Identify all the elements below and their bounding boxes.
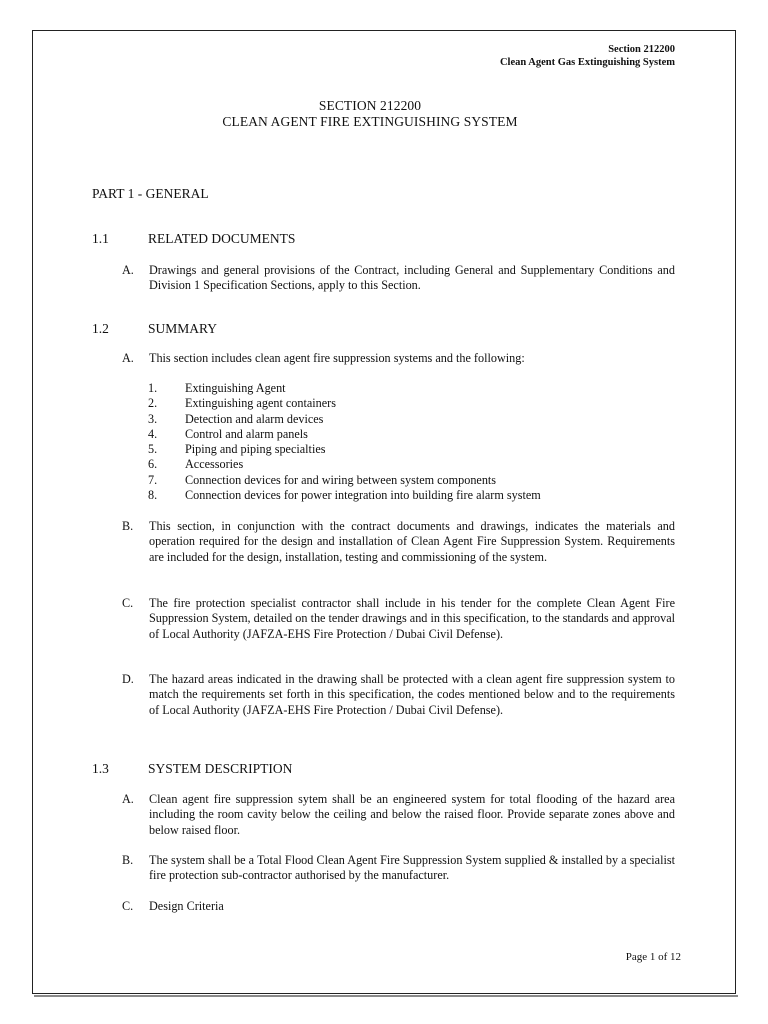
- list-item-number: 7.: [148, 472, 158, 487]
- para-text: This section includes clean agent fire suppression systems and the following:: [149, 351, 525, 365]
- list-item: [148, 442, 668, 457]
- para-text: Clean agent fire suppression sytem shall be an engineered system for total flooding of the hazard area including the room cavity below the ceiling and below the raised floor. Provide separate zones above and below raised floor.: [149, 792, 675, 837]
- page-shadow: [34, 995, 738, 997]
- list-item-number: 5.: [148, 442, 158, 457]
- list-item-text: Control and alarm panels: [185, 426, 308, 441]
- para-1-3-c: [122, 899, 675, 914]
- list-item-text: Piping and piping specialties: [185, 442, 326, 457]
- list-item: [148, 457, 668, 472]
- para-letter: C.: [122, 899, 134, 913]
- list-item: [148, 473, 668, 488]
- para-text: The fire protection specialist contractor shall include in his tender for the complete Clean Agent Fire Suppression System, detailed on the tender drawings and in this specification, to the standards and approval of Local Authority (JAFZA-EHS Fire Protection / Dubai Civil Defense).: [149, 596, 675, 641]
- section-1-2-number: 1.2: [92, 321, 109, 336]
- list-item-text: Connection devices for and wiring between system components: [185, 472, 497, 487]
- para-letter: A.: [122, 263, 134, 277]
- para-text: The system shall be a Total Flood Clean Agent Fire Suppression System supplied & installed by a specialist fire protection sub-contractor authorised by the manufacturer.: [149, 853, 675, 883]
- para-1-1-a: [122, 263, 675, 294]
- list-item-text: Connection devices for power integration into building fire alarm system: [185, 488, 541, 503]
- section-1-3-number: 1.3: [92, 761, 109, 776]
- section-1-3-title: SYSTEM DESCRIPTION: [148, 761, 293, 776]
- list-item-number: 3.: [148, 411, 158, 426]
- para-text: Design Criteria: [149, 899, 224, 913]
- list-item-text: Detection and alarm devices: [185, 411, 324, 426]
- section-1-2-title: SUMMARY: [148, 321, 218, 336]
- para-letter: B.: [122, 519, 134, 533]
- para-1-3-a: [122, 792, 675, 838]
- para-text: This section, in conjunction with the contract documents and drawings, indicates the materials and operation required for the design and installation of Clean Agent Fire Suppression System. Requirements are included for the design, installation, testing and commissioning of the system.: [149, 519, 675, 564]
- para-1-2-a: [122, 351, 675, 366]
- para-letter: A.: [122, 351, 134, 365]
- document-title-line2: CLEAN AGENT FIRE EXTINGUISHING SYSTEM: [222, 114, 518, 129]
- header-section-name: Clean Agent Gas Extinguishing System: [499, 57, 675, 68]
- para-1-3-b: [122, 853, 675, 884]
- list-item: [148, 396, 668, 411]
- list-item-number: 8.: [148, 488, 158, 503]
- part-heading: PART 1 - GENERAL: [92, 186, 209, 201]
- list-item-text: Extinguishing Agent: [185, 381, 286, 395]
- list-item-number: 1.: [148, 381, 158, 395]
- para-letter: D.: [122, 672, 134, 686]
- list-item-number: 6.: [148, 457, 158, 472]
- list-item: [148, 488, 668, 503]
- section-1-1-number: 1.1: [92, 231, 109, 246]
- list-item: [148, 381, 668, 396]
- para-letter: B.: [122, 853, 134, 867]
- para-letter: C.: [122, 596, 134, 610]
- para-1-2-c: [122, 596, 675, 642]
- para-text: The hazard areas indicated in the drawing shall be protected with a clean agent fire suppression system to match the requirements set forth in this specification, the codes mentioned below and to the requirements of Local Authority (JAFZA-EHS Fire Protection / Dubai Civil Defense).: [149, 672, 675, 717]
- list-item-text: Extinguishing agent containers: [185, 396, 336, 411]
- para-letter: A.: [122, 792, 134, 806]
- page-frame: [32, 30, 736, 994]
- header-section-ref: Section 212200: [608, 44, 675, 55]
- page-number: Page 1 of 12: [625, 951, 681, 963]
- list-item: [148, 412, 668, 427]
- para-text: Drawings and general provisions of the Contract, including General and Supplementary Conditions and Division 1 Specification Sections, apply to this Section.: [149, 263, 675, 293]
- list-item-number: 2.: [148, 396, 158, 411]
- summary-list: [148, 381, 668, 503]
- document-title-line1: SECTION 212200: [318, 98, 422, 113]
- list-item-text: Accessories: [185, 457, 244, 472]
- para-1-2-d: [122, 672, 675, 718]
- section-1-1-title: RELATED DOCUMENTS: [148, 231, 296, 246]
- list-item: [148, 427, 668, 442]
- list-item-number: 4.: [148, 426, 158, 441]
- para-1-2-b: [122, 519, 675, 565]
